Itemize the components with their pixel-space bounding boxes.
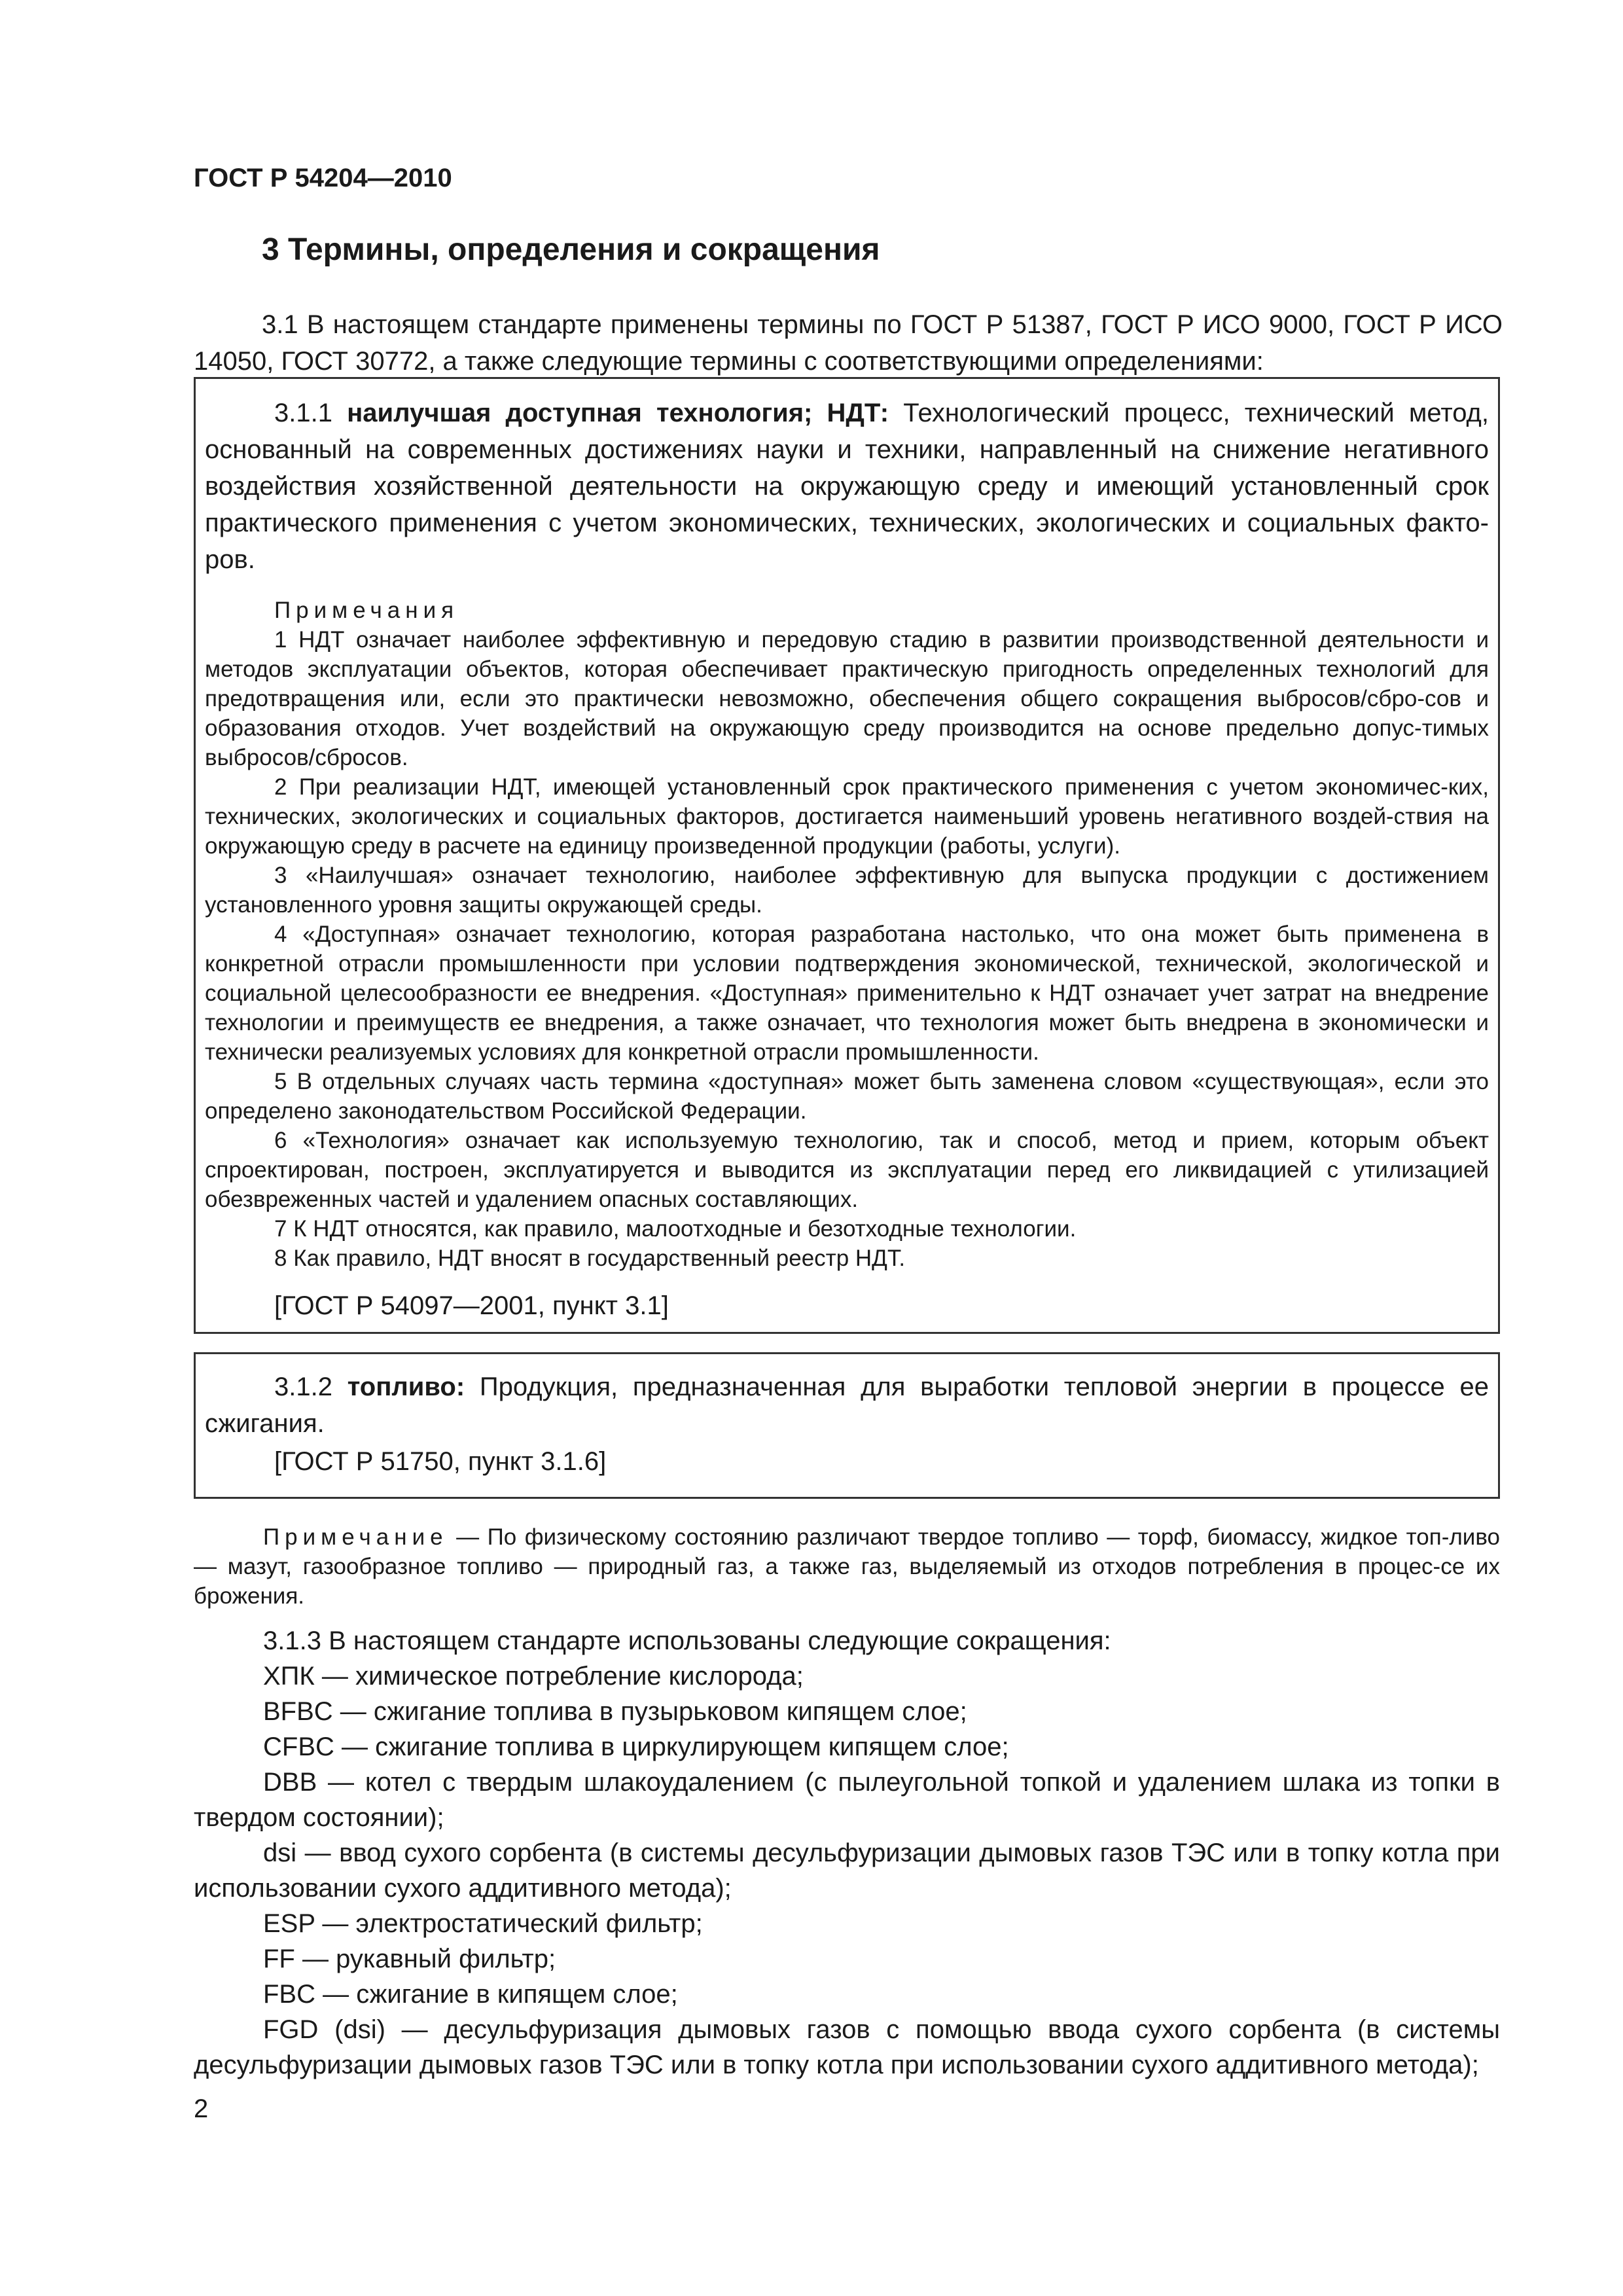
term-name: топливо: xyxy=(347,1372,465,1401)
term-definition xyxy=(205,395,1489,578)
term-definition-text: Продукция, предназначенная для выработки тепловой энергии в процессе ее сжигания. xyxy=(205,1372,1489,1438)
fuel-note-text: — По физическому состоянию различают твердое топливо — торф, биомассу, жидкое топ-ливо — мазут, газообразное топливо — природный газ, а также газ, выделяемый из отходов потребления в процес-се их брожения. xyxy=(194,1524,1500,1609)
term-name: наилучшая доступная технология; НДТ: xyxy=(347,399,889,427)
term-reference: [ГОСТ Р 51750, пункт 3.1.6] xyxy=(274,1447,607,1476)
abbreviation-item: FBC — сжигание в кипящем слое; xyxy=(263,1980,678,2009)
note-item: 4 «Доступная» означает технологию, которая разработана настолько, что она может быть применена в конкретной отрасли промышленности при условии подтверждения экономической, технической, экологической и социальной целесообразности ее внедрения. «Доступная» применительно к НДТ означает учет затрат на внедрение технологии и преимуществ ее внедрения, а также означает, что технология может быть внедрена в экономически и технически реализуемых условиях для конкретной отрасли промышленности. xyxy=(205,922,1489,1065)
note-item: 2 При реализации НДТ, имеющей установленный срок практического применения с учетом экономичес-ких, технических, экологических и социальных факторов, достигается наименьший уровень негативного воздей-ствия на окружающую среду в расчете на единицу произведенной продукции (работы, услуги). xyxy=(205,774,1489,859)
note-item: 7 К НДТ относятся, как правило, малоотходные и безотходные технологии. xyxy=(274,1216,1077,1242)
abbreviation-item: CFBC — сжигание топлива в циркулирующем кипящем слое; xyxy=(263,1732,1009,1761)
document-header: ГОСТ Р 54204—2010 xyxy=(194,164,452,192)
notes-title: Примечания xyxy=(274,598,459,623)
fuel-note xyxy=(194,1522,1500,1611)
fuel-note-label: Примечание xyxy=(263,1524,448,1550)
note-item: 1 НДТ означает наиболее эффективную и передовую стадию в развитии производственной деятельности и методов эксплуатации объектов, которая обеспечивает практическую пригодность определенных технологий для предотвращения или, если это практически невозможно, обеспечения общего сокращения выбросов/сбро-сов и образования отходов. Учет воздействий на окружающую среду производится на основе предельно допус-тимых выбросов/сбросов. xyxy=(205,627,1489,770)
note-item: 6 «Технология» означает как используемую технологию, так и способ, метод и прием, которым объект спроектирован, построен, эксплуатируется и выводится из эксплуатации перед его ликвидацией с утилизацией обезвреженных частей и удалением опасных составляющих. xyxy=(205,1128,1489,1212)
term-definition xyxy=(205,1369,1489,1442)
term-reference: [ГОСТ Р 54097—2001, пункт 3.1] xyxy=(274,1291,669,1320)
section-title: 3 Термины, определения и сокращения xyxy=(262,232,880,267)
note-item: 8 Как правило, НДТ вносят в государственный реестр НДТ. xyxy=(274,1246,906,1271)
abbreviations-intro: 3.1.3 В настоящем стандарте использованы следующие сокращения: xyxy=(263,1626,1111,1655)
abbreviations-list xyxy=(194,1623,1500,2083)
note-item: 3 «Наилучшая» означает технологию, наиболее эффективную для выпуска продукции с достижением установленного уровня защиты окружающей среды. xyxy=(205,863,1489,918)
abbreviation-item: BFBC — сжигание топлива в пузырьковом кипящем слое; xyxy=(263,1697,967,1726)
abbreviation-item: ESP — электростатический фильтр; xyxy=(263,1909,703,1938)
abbreviation-item: FGD (dsi) — десульфуризация дымовых газов с помощью ввода сухого сорбента (в системы десульфуризации дымовых газов ТЭС или в топку котла при использовании сухого аддитивного метода); xyxy=(194,2015,1500,2079)
term-definition-text: Технологический процесс, технический метод, основанный на современных достижениях науки и техники, направленный на снижение негативного воздействия хозяйственной деятельности на окружающую среду и имеющий установленный срок практического применения с учетом экономических, технических, экологических и социальных факто-ров. xyxy=(205,399,1489,574)
abbreviation-item: FF — рукавный фильтр; xyxy=(263,1945,556,1973)
abbreviation-item: DBB — котел с твердым шлакоудалением (с пылеугольной топкой и удалением шлака из топки в твердом состоянии); xyxy=(194,1768,1500,1832)
page-number: 2 xyxy=(194,2094,209,2123)
term-number: 3.1.1 xyxy=(274,399,348,427)
note-item: 5 В отдельных случаях часть термина «доступная» может быть заменена словом «существующая», если это определено законодательством Российской Федерации. xyxy=(205,1069,1489,1124)
term-box-best-available-technology xyxy=(194,377,1500,1334)
abbreviation-item: ХПК — химическое потребление кислорода; xyxy=(263,1662,804,1691)
intro-paragraph: 3.1 В настоящем стандарте применены термины по ГОСТ Р 51387, ГОСТ Р ИСО 9000, ГОСТ Р ИСО 14050, ГОСТ 30772, а также следующие термины с соответствующими определениями: xyxy=(194,310,1503,376)
abbreviation-item: dsi — ввод сухого сорбента (в системы десульфуризации дымовых газов ТЭС или в топку котла при использовании сухого аддитивного метода); xyxy=(194,1839,1500,1903)
term-box-fuel xyxy=(194,1352,1500,1499)
term-number: 3.1.2 xyxy=(274,1372,348,1401)
